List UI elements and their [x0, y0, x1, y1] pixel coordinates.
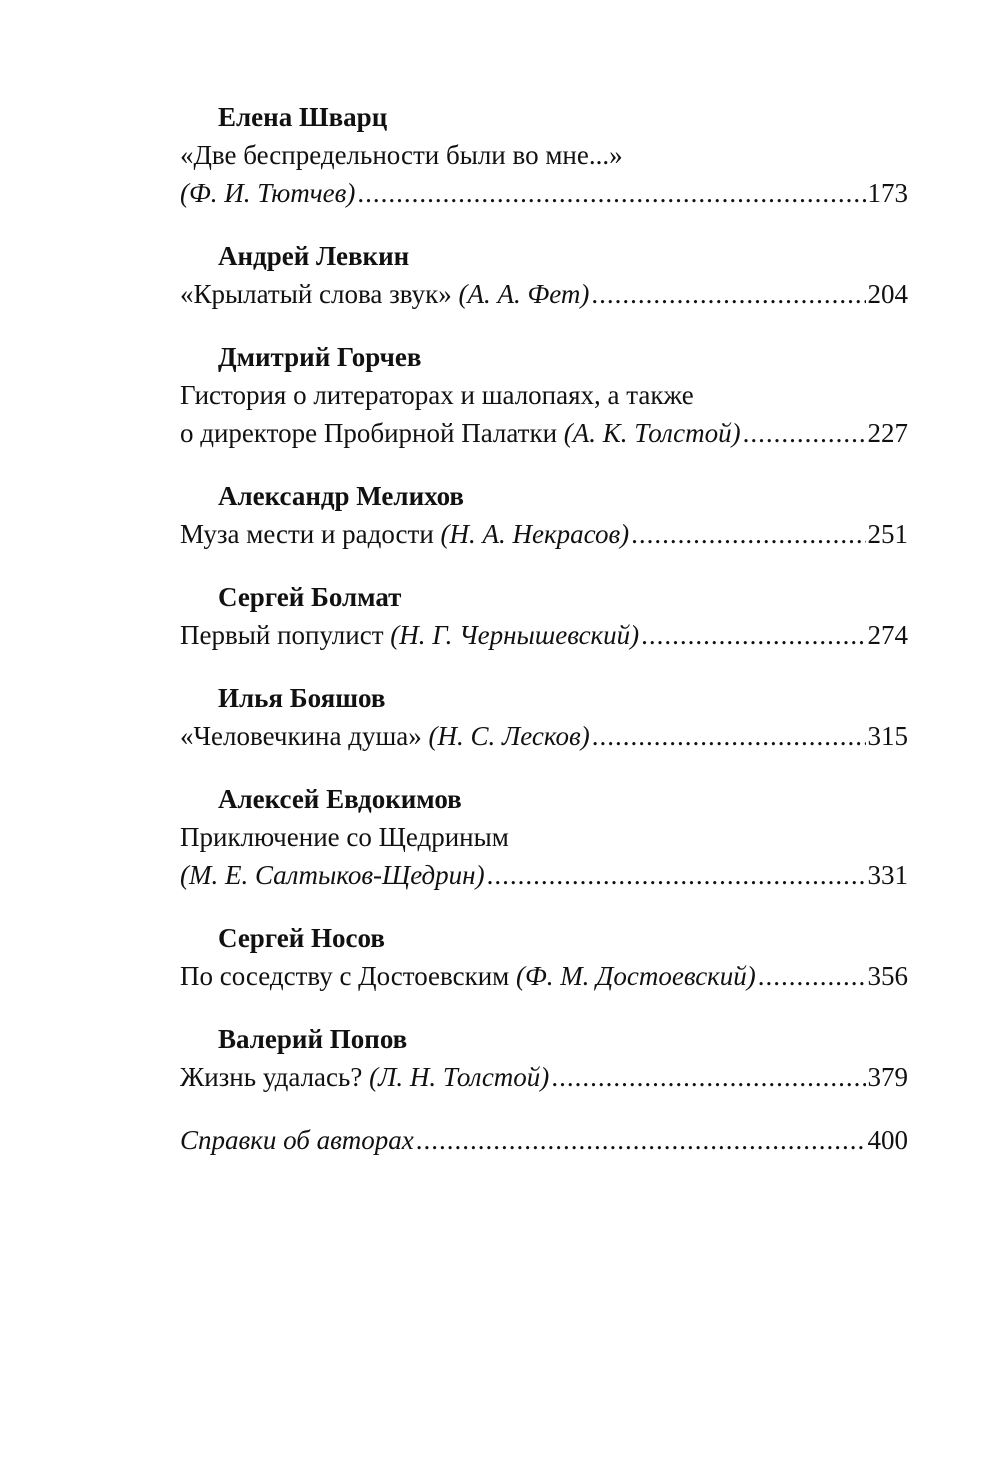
toc-page-number: 251 [867, 519, 908, 549]
toc-classic-author: (Ф. И. Тютчев) [180, 178, 356, 208]
toc-entry [180, 98, 908, 212]
toc-title-text: Жизнь удалась? [180, 1062, 370, 1092]
toc-author: Илья Бояшов [218, 683, 386, 713]
dot-leader [592, 717, 866, 755]
toc-author: Сергей Носов [218, 923, 385, 953]
toc-page-number: 331 [867, 860, 908, 890]
toc-classic-author: (Ф. М. Достоевский) [515, 961, 756, 991]
toc-entry-text [180, 1058, 549, 1096]
toc-page-number: 274 [867, 620, 908, 650]
toc-author: Александр Мелихов [218, 481, 465, 511]
toc-entry [180, 477, 908, 553]
toc-author: Валерий Попов [218, 1024, 408, 1054]
toc-classic-author: (А. А. Фет) [458, 279, 590, 309]
dot-leader [641, 616, 865, 654]
toc-entry [180, 578, 908, 654]
toc-entry-text [180, 414, 741, 452]
toc-author: Алексей Евдокимов [218, 784, 462, 814]
toc-entry [180, 780, 908, 894]
toc-title-text: По соседству с Достоевским [180, 961, 516, 991]
toc-author: Сергей Болмат [218, 582, 402, 612]
toc-entry-line[interactable] [180, 174, 908, 212]
toc-entry [180, 237, 908, 313]
toc-page-number: 356 [867, 961, 908, 991]
toc-entry-text [180, 275, 589, 313]
dot-leader [758, 957, 866, 995]
toc-title-text: «Человечкина душа» [180, 721, 429, 751]
toc-classic-author: (М. Е. Салтыков-Щедрин) [180, 860, 485, 890]
toc-author: Андрей Левкин [218, 241, 410, 271]
toc-entry-line[interactable] [180, 515, 908, 553]
toc-entry [180, 338, 908, 452]
toc-title-line: «Две беспредельности были во мне...» [180, 140, 623, 170]
dot-leader [591, 275, 865, 313]
toc-entry [180, 1020, 908, 1096]
dot-leader [416, 1121, 866, 1159]
toc-entry-line[interactable] [180, 275, 908, 313]
toc-page-number: 379 [867, 1062, 908, 1092]
dot-leader [357, 174, 865, 212]
toc-classic-author: (А. К. Толстой) [563, 418, 741, 448]
dot-leader [743, 414, 866, 452]
toc-title-text: «Крылатый слова звук» [180, 279, 459, 309]
toc-page-number: 227 [867, 418, 908, 448]
toc-title-text: Муза мести и радости [180, 519, 441, 549]
toc-classic-author: (Н. С. Лесков) [428, 721, 590, 751]
toc-entry-line[interactable] [180, 616, 908, 654]
toc-entry-text [180, 957, 756, 995]
appendix-title: Справки об авторах [180, 1125, 414, 1155]
toc-title-text: о директоре Пробирной Палатки [180, 418, 564, 448]
toc-entry-text [180, 717, 590, 755]
toc-classic-author: (Л. Н. Толстой) [369, 1062, 550, 1092]
table-of-contents [180, 98, 908, 1159]
toc-title-line: Приключение со Щедриным [180, 822, 509, 852]
toc-appendix-line[interactable] [180, 1121, 908, 1159]
toc-author: Дмитрий Горчев [218, 342, 422, 372]
toc-entry-line[interactable] [180, 414, 908, 452]
dot-leader [631, 515, 865, 553]
toc-page-number: 204 [867, 279, 908, 309]
toc-entry-line[interactable] [180, 856, 908, 894]
toc-author: Елена Шварц [218, 102, 388, 132]
toc-classic-author: (Н. Г. Чернышевский) [390, 620, 640, 650]
toc-entry [180, 679, 908, 755]
toc-title-line: Гистория о литераторах и шалопаях, а также [180, 380, 694, 410]
appendix-page-number: 400 [867, 1125, 908, 1155]
toc-entry-text [180, 174, 355, 212]
toc-entry [180, 919, 908, 995]
toc-classic-author: (Н. А. Некрасов) [440, 519, 630, 549]
toc-entry-text [180, 515, 629, 553]
toc-page-number: 315 [867, 721, 908, 751]
toc-page-number: 173 [867, 178, 908, 208]
toc-entry-line[interactable] [180, 717, 908, 755]
toc-entry-line[interactable] [180, 957, 908, 995]
toc-entry-line[interactable] [180, 1058, 908, 1096]
dot-leader [551, 1058, 865, 1096]
toc-entries [180, 98, 908, 1096]
toc-entry-text [180, 856, 485, 894]
dot-leader [487, 856, 866, 894]
toc-title-text: Первый популист [180, 620, 391, 650]
toc-entry-text [180, 616, 639, 654]
